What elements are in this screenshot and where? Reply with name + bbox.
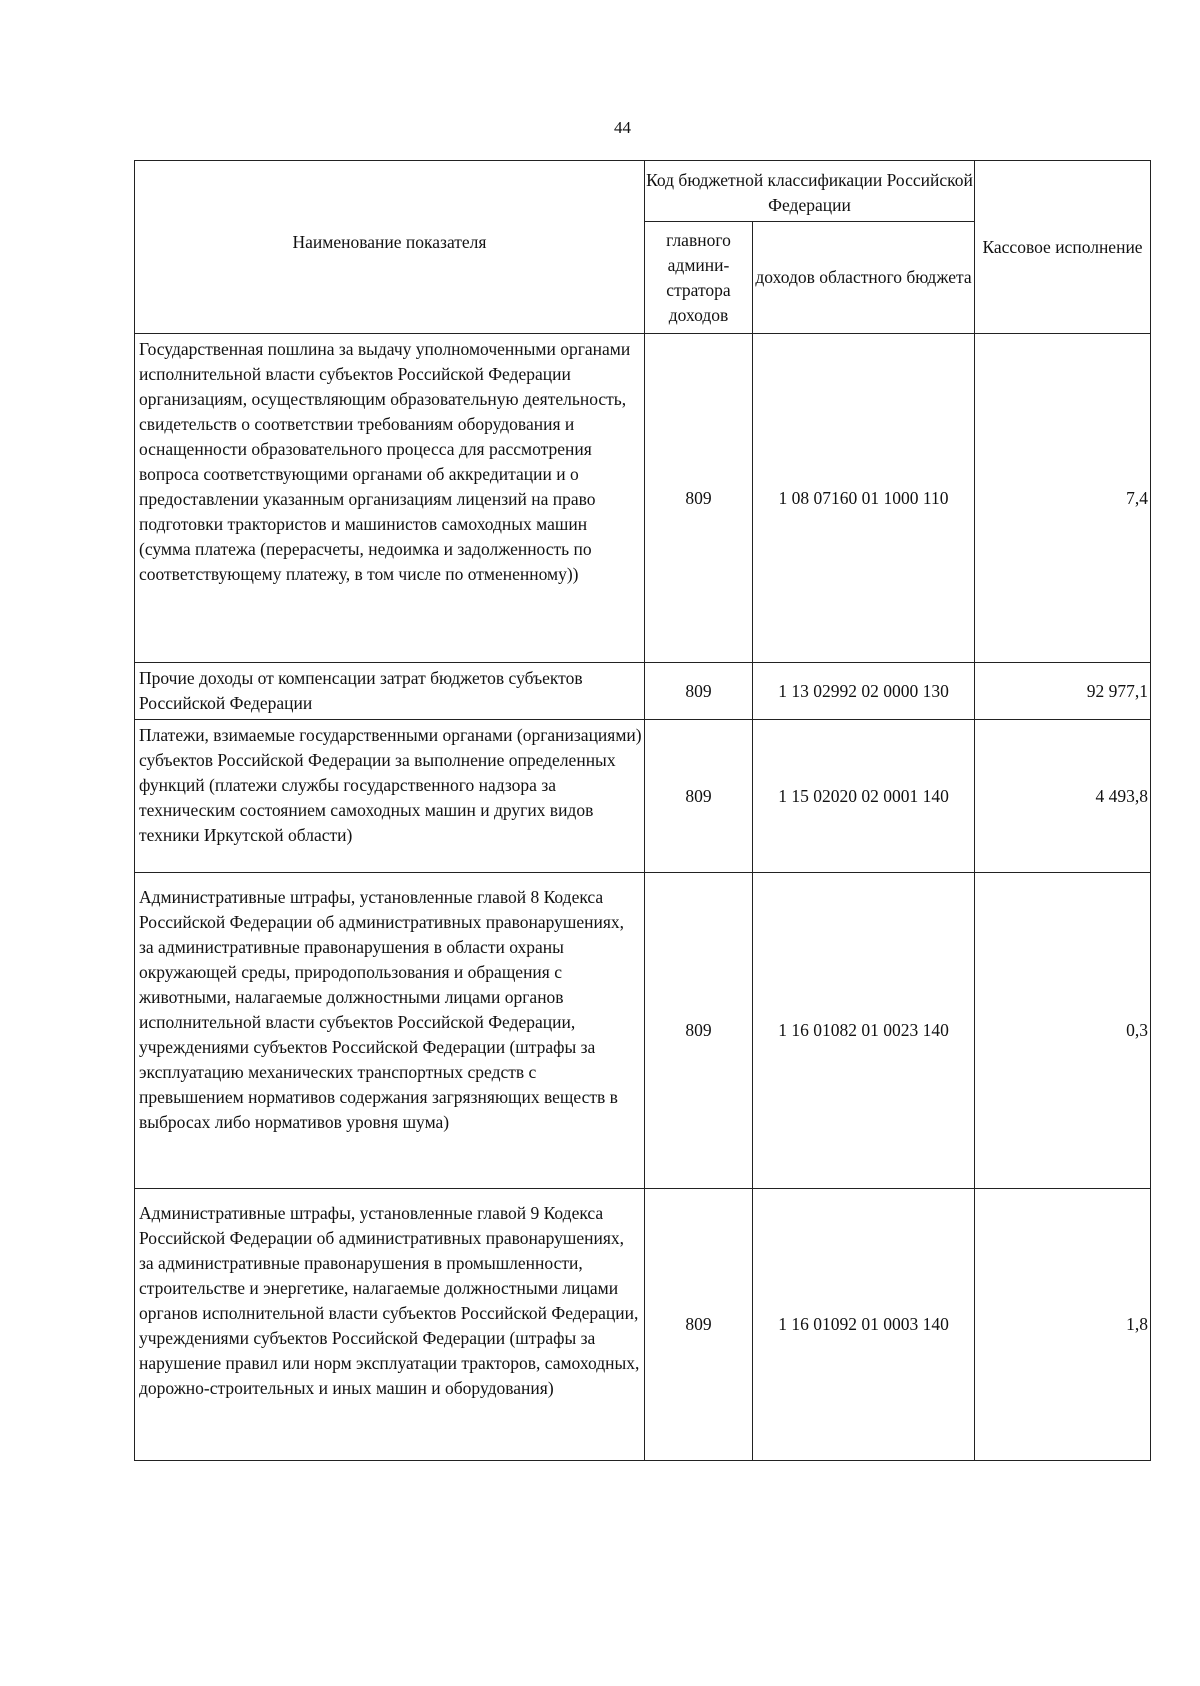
row-indicator-name: Административные штрафы, установленные главой 8 Кодекса Российской Федерации об административных правонарушениях, за административные правонарушения в области охраны окружающей среды, природопользования и обращения с животными, налагаемые должностными лицами органов исполнительной власти субъектов Российской Федерации, учреждениями субъектов Российской Федерации (штрафы за эксплуатацию механических транспортных средств с превышением нормативов содержания загрязняющих веществ в выбросах либо нормативов уровня шума) [135, 873, 645, 1189]
table-body [135, 334, 1151, 1461]
table-row [135, 1189, 1151, 1461]
row-cash-execution: 4 493,8 [975, 720, 1151, 873]
row-revenue-code: 1 16 01082 01 0023 140 [753, 873, 975, 1189]
table-header [135, 161, 1151, 334]
row-administrator-code: 809 [645, 663, 753, 720]
row-revenue-code: 1 13 02992 02 0000 130 [753, 663, 975, 720]
row-indicator-name: Государственная пошлина за выдачу уполномоченными органами исполнительной власти субъектов Российской Федерации организациям, осуществляющим образовательную деятельность, свидетельств о соответствии требованиям оборудования и оснащенности образовательного процесса для рассмотрения вопроса соответствующими органами об аккредитации и о предоставлении указанным организациям лицензий на право подготовки трактористов и машинистов самоходных машин (сумма платежа (перерасчеты, недоимка и задолженность по соответствующему платежу, в том числе по отмененному)) [135, 334, 645, 663]
header-indicator-name: Наименование показателя [135, 161, 645, 334]
header-classification-code: Код бюджетной классификации Российской Федерации [645, 161, 975, 222]
row-administrator-code: 809 [645, 873, 753, 1189]
row-cash-execution: 92 977,1 [975, 663, 1151, 720]
row-cash-execution: 1,8 [975, 1189, 1151, 1461]
table-row [135, 334, 1151, 663]
row-revenue-code: 1 15 02020 02 0001 140 [753, 720, 975, 873]
row-revenue-code: 1 08 07160 01 1000 110 [753, 334, 975, 663]
budget-revenue-table [134, 160, 1151, 1461]
header-cash-execution: Кассовое исполнение [975, 161, 1151, 334]
header-main-administrator: главного админи-стратора доходов [645, 222, 753, 334]
page-number: 44 [614, 118, 631, 137]
table-row [135, 663, 1151, 720]
row-revenue-code: 1 16 01092 01 0003 140 [753, 1189, 975, 1461]
row-administrator-code: 809 [645, 334, 753, 663]
header-regional-budget-revenue: доходов областного бюджета [753, 222, 975, 334]
table-row [135, 873, 1151, 1189]
row-indicator-name: Административные штрафы, установленные главой 9 Кодекса Российской Федерации об административных правонарушениях, за административные правонарушения в промышленности, строительстве и энергетике, налагаемые должностными лицами органов исполнительной власти субъектов Российской Федерации, учреждениями субъектов Российской Федерации (штрафы за нарушение правил или норм эксплуатации тракторов, самоходных, дорожно-строительных и иных машин и оборудования) [135, 1189, 645, 1461]
row-administrator-code: 809 [645, 720, 753, 873]
row-cash-execution: 7,4 [975, 334, 1151, 663]
table-row [135, 720, 1151, 873]
row-indicator-name: Платежи, взимаемые государственными органами (организациями) субъектов Российской Федерации за выполнение определенных функций (платежи службы государственного надзора за техническим состоянием самоходных машин и других видов техники Иркутской области) [135, 720, 645, 873]
row-cash-execution: 0,3 [975, 873, 1151, 1189]
row-indicator-name: Прочие доходы от компенсации затрат бюджетов субъектов Российской Федерации [135, 663, 645, 720]
row-administrator-code: 809 [645, 1189, 753, 1461]
